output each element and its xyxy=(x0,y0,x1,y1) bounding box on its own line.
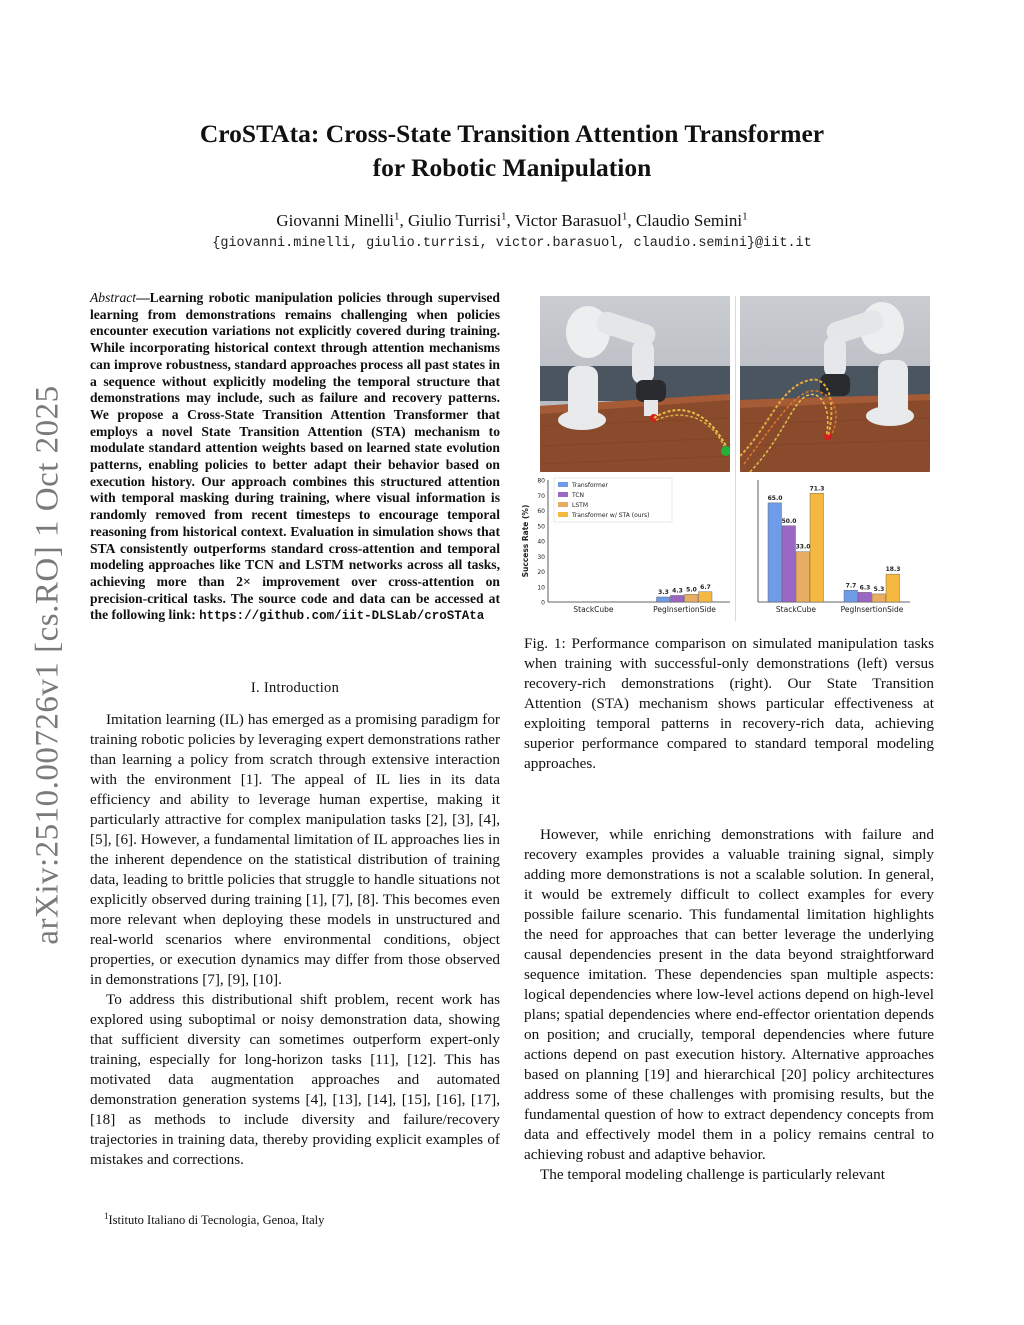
bar-value-label: 6.3 xyxy=(859,584,871,592)
y-tick-label: 50 xyxy=(537,523,545,531)
bar-value-label: 71.3 xyxy=(809,485,825,493)
title-line-1: CroSTAta: Cross-State Transition Attention Transformer xyxy=(199,119,825,148)
bar-value-label: 65.0 xyxy=(767,494,783,502)
bar xyxy=(782,526,796,602)
footnote-mark: 1 xyxy=(104,1211,109,1221)
legend-swatch xyxy=(558,512,568,517)
abstract: Abstract—Learning robotic manipulation policies through supervised learning from demonstrations remains challenging when policies encounter execution variations not explicitly covered during training. While incorporating historical context through attention mechanisms can improve robustness, standard approaches process all past states in a sequence without explicitly modeling the temporal structure that demonstrations may include, such as failure and recovery patterns. We propose a Cross-State Transition Attention Transformer that employs a novel State Transition Attention (STA) mechanism to modulate standard attention weights based on learned state evolution patterns, enabling policies to better adapt their behavior based on execution history. Our approach combines this structured attention with temporal masking during training, where visual information is randomly removed from recent timesteps to encourage temporal reasoning from historical context. Evaluation in simulation shows that STA consistently outperforms standard cross-attention and temporal modeling approaches like TCN and LSTM networks across all tasks, achieving more than 2× improvement over cross-attention on precision-critical tasks. The source code and data can be accessed at the following link: https://github.com/iit-DLSLab/croSTAta xyxy=(90,290,500,624)
section-heading-introduction: I. Introduction xyxy=(250,680,340,696)
x-tick-label: PegInsertionSide xyxy=(840,605,904,614)
bar-value-label: 50.0 xyxy=(781,517,797,525)
bar-value-label: 7.7 xyxy=(845,582,857,590)
legend-entry: Transformer w/ STA (ours) xyxy=(572,512,650,519)
figure-1 xyxy=(521,296,930,621)
intro-paragraph-1: Imitation learning (IL) has emerged as a promising paradigm for training robotic policies by leveraging expert demonstrations rather than learning a policy from scratch through extensive interaction with the environment [1]. The appeal of IL lies in its data efficiency and ability to leverage human expertise, making it particularly attractive for complex manipulation tasks [2], [3], [4], [5], [6]. However, a fundamental limitation of IL approaches lies in the inherent dependence on the statistical distribution of training data, leading to brittle policies that struggle to handle situations not explicitly observed during training [1], [7], [8]. This becomes even more relevant when deploying these models in unstructured and real-world scenarios where environmental conditions, object properties, or execution dynamics may differ from those observed in demonstrations [7], [9], [10]. xyxy=(90,711,500,988)
right-paragraph-2: The temporal modeling challenge is particularly relevant xyxy=(540,1166,885,1183)
legend-entry: LSTM xyxy=(572,502,588,509)
y-tick-label: 80 xyxy=(537,477,545,485)
bar xyxy=(671,595,685,602)
bar xyxy=(886,574,900,602)
paper-title xyxy=(100,117,924,185)
author-3: Victor Barasuol$^1$, xyxy=(514,210,636,230)
arxiv-identifier xyxy=(28,380,68,950)
y-tick-label: 70 xyxy=(537,492,545,500)
bar-value-label: 4.3 xyxy=(672,587,683,595)
bar-value-label: 5.0 xyxy=(686,586,697,594)
bar xyxy=(858,592,872,602)
introduction-text xyxy=(90,710,500,1170)
legend-swatch xyxy=(558,482,568,487)
title-line-2: for Robotic Manipulation xyxy=(372,153,652,182)
arxiv-identifier-text: arXiv:2510.00726v1 [cs.RO] 1 Oct 2025 xyxy=(29,385,66,945)
y-tick-label: 60 xyxy=(537,508,545,515)
bar-value-label: 18.3 xyxy=(885,566,901,574)
bar xyxy=(796,552,810,602)
legend-entry: TCN xyxy=(572,492,584,499)
y-axis-label: Success Rate (%) xyxy=(521,504,530,578)
simulation-image-recovery xyxy=(740,296,930,472)
bar xyxy=(699,592,713,602)
bar xyxy=(844,590,858,602)
bar-value-label: 6.7 xyxy=(700,583,711,591)
abstract-lead: Abstract xyxy=(90,290,137,305)
y-tick-label: 0 xyxy=(541,599,545,607)
bar xyxy=(685,594,699,602)
performance-bar-chart xyxy=(520,474,910,624)
right-paragraph-1: However, while enriching demonstrations with failure and recovery examples provides a valuable training signal, simply adding more demonstrations is not a scalable solution. In general, it would be extremely difficult to collect examples for every possible failure scenario. This fundamental limitation highlights the need for approaches that can better leverage the underlying causal dependencies present in the data beyond straightforward sequence imitation. These dependencies span multiple aspects: logical dependencies where low-level actions depend on high-level plans; spatial dependencies where end-effector orientation depends on position; and crucially, temporal dependencies where future actions depend on past execution history. Alternative approaches based on planning [19] and hierarchical [20] policy architectures address some of these challenges with promising results, but the fundamental question of how to extract dependency concepts from data and effectively model them in a policy remains central to achieving robust and adaptive behavior. xyxy=(524,826,934,1163)
legend-swatch xyxy=(558,502,568,507)
intro-paragraph-2: To address this distributional shift problem, recent work has explored using suboptimal or noisy demonstration data, showing that sufficient diversity can sometimes outperform expert-only training, especially for long-horizon tasks [11], [12]. This has motivated data augmentation approaches and automated demonstration generation systems [4], [13], [14], [15], [16], [17], [18] as methods to include diversity and failure/recovery trajectories in training data, thereby providing explicit examples of mistakes and corrections. xyxy=(90,991,500,1168)
y-tick-label: 40 xyxy=(537,538,545,546)
abstract-body: Learning robotic manipulation policies through supervised learning from demonstrations remains challenging when policies encounter execution variations not explicitly covered during training. While incorporating historical context through attention mechanisms can improve robustness, standard approaches process all past states in a sequence without explicitly modeling the temporal structure that demonstrations may include, such as failure and recovery patterns. We propose a Cross-State Transition Attention Transformer that employs a novel State Transition Attention (STA) mechanism to modulate standard attention weights based on learned state evolution patterns, enabling policies to better adapt their behavior based on execution history. Our approach combines this structured attention with temporal masking during training, where visual information is randomly removed from recent timesteps to encourage temporal reasoning from historical context. Evaluation in simulation shows that STA consistently outperforms standard cross-attention and temporal modeling approaches like TCN and LSTM networks across all tasks, achieving more than 2× improvement over cross-attention on precision-critical tasks. The source code and data can be accessed at the following link: xyxy=(90,290,500,623)
bar xyxy=(768,503,782,602)
bar-value-label: 3.3 xyxy=(658,588,669,596)
bar xyxy=(872,594,886,602)
bar-value-label: 33.0 xyxy=(795,543,811,551)
bar xyxy=(657,597,671,602)
figure-caption: Fig. 1: Performance comparison on simulated manipulation tasks when training with successful-only demonstrations (left) versus recovery-rich demonstrations (right). Our State Transition Attention (STA) mechanism shows particular effectiveness at exploiting temporal patterns in recovery-rich data, achieving superior performance compared to standard temporal modeling approaches. xyxy=(524,635,934,772)
author-list xyxy=(100,210,924,231)
x-tick-label: PegInsertionSide xyxy=(653,605,716,614)
bar-value-label: 5.3 xyxy=(873,585,885,593)
x-tick-label: StackCube xyxy=(775,605,817,614)
right-column-text xyxy=(524,825,934,1185)
y-tick-label: 30 xyxy=(537,553,545,561)
x-tick-label: StackCube xyxy=(573,605,614,614)
simulation-image-successful xyxy=(540,296,730,472)
bar xyxy=(810,493,824,602)
y-tick-label: 10 xyxy=(537,584,545,592)
abstract-link[interactable]: https://github.com/iit-DLSLab/croSTAta xyxy=(199,609,485,624)
author-emails: {giovanni.minelli, giulio.turrisi, victor.barasuol, claudio.semini}@iit.it xyxy=(212,236,812,251)
y-tick-label: 20 xyxy=(537,569,545,576)
footnote-text: Istituto Italiano di Tecnologia, Genoa, Italy xyxy=(108,1213,325,1228)
author-4: Claudio Semini$^1$ xyxy=(635,210,748,230)
author-1: Giovanni Minelli$^1$, xyxy=(276,210,408,230)
affiliation-footnote xyxy=(104,1211,324,1228)
author-2: Giulio Turrisi$^1$, xyxy=(407,210,515,230)
legend-swatch xyxy=(558,492,568,497)
legend-entry: Transformer xyxy=(572,482,609,489)
